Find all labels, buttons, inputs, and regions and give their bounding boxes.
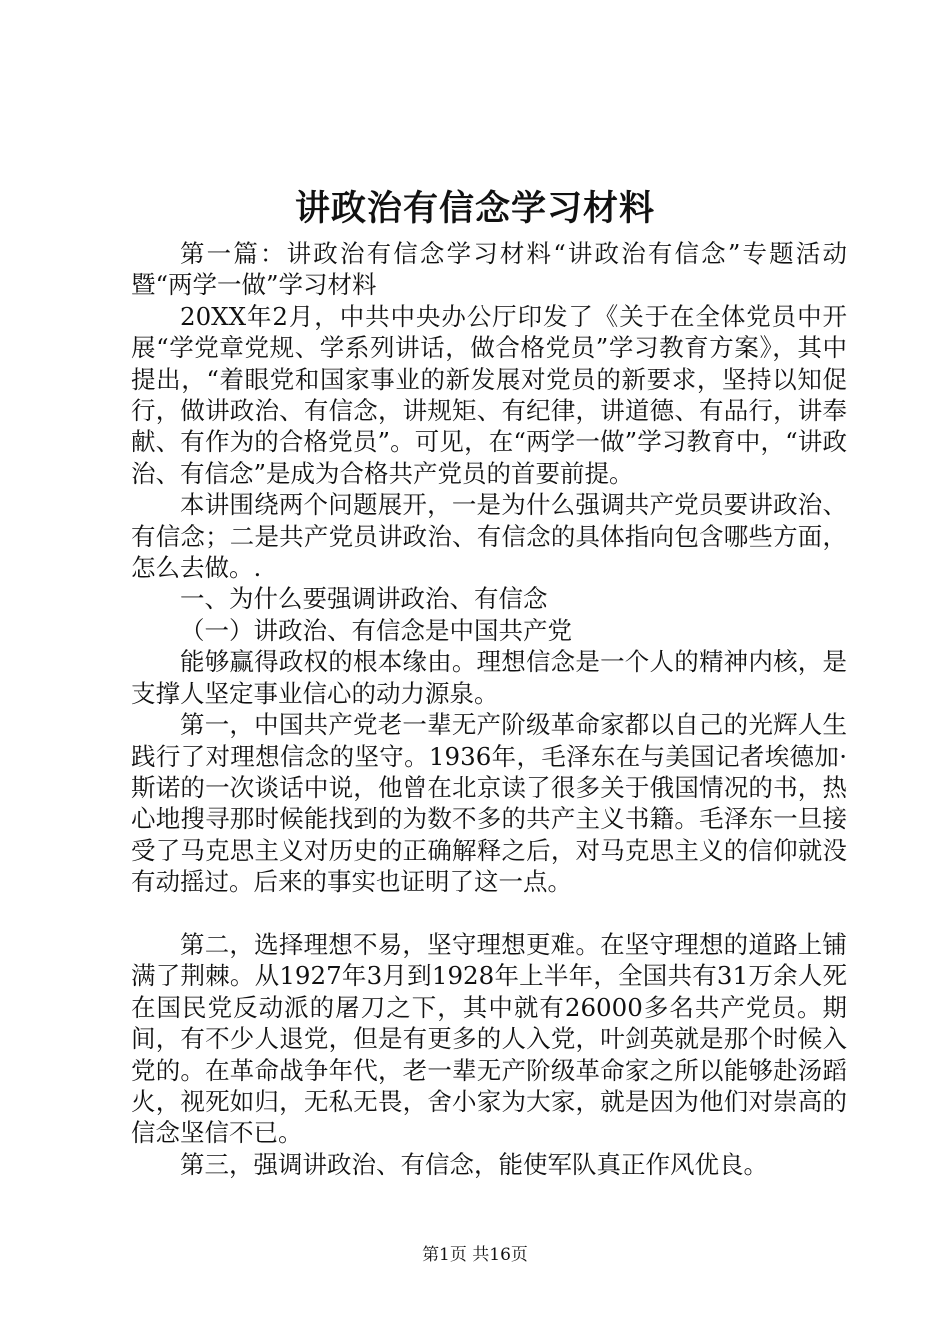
paragraph-first-point: 第一，中国共产党老一辈无产阶级革命家都以自己的光辉人生践行了对理想信念的坚守。1936年，毛泽东在与美国记者埃德加·斯诺的一次谈话中说，他曾在北京读了很多关于俄国情况的书，热心地搜寻那时候能找到的为数不多的共产主义书籍。毛泽东一旦接受了马克思主义对历史的正确解释之后，对马克思主义的信仰就没有动摇过。后来的事实也证明了这一点。 — [131, 710, 847, 897]
paragraph-third-point: 第三，强调讲政治、有信念，能使军队真正作风优良。 — [180, 1149, 768, 1179]
document-title: 讲政治有信念学习材料 — [294, 188, 655, 229]
page-number-footer: 第1页 共16页 — [422, 1245, 528, 1265]
paragraph-reason: 能够赢得政权的根本缘由。理想信念是一个人的精神内核，是支撑人坚定事业信心的动力源泉。 — [131, 647, 847, 708]
subsection-heading-1: （一）讲政治、有信念是中国共产党 — [180, 615, 572, 645]
document-body — [131, 238, 847, 1180]
paragraph-outline: 本讲围绕两个问题展开，一是为什么强调共产党员要讲政治、有信念；二是共产党员讲政治、有信念的具体指向包含哪些方面，怎么去做。. — [131, 490, 847, 583]
paragraph-intro: 20XX年2月，中共中央办公厅印发了《关于在全体党员中开展“学党章党规、学系列讲话，做合格党员”学习教育方案》，其中提出，“着眼党和国家事业的新发展对党员的新要求，坚持以知促行，做讲政治、有信念，讲规矩、有纪律，讲道德、有品行，讲奉献、有作为的合格党员”。可见，在“两学一做”学习教育中，“讲政治、有信念”是成为合格共产党员的首要前提。 — [131, 301, 847, 488]
section-heading-1: 一、为什么要强调讲政治、有信念 — [180, 584, 548, 614]
paragraph-heading-first-article: 第一篇：讲政治有信念学习材料“讲政治有信念”专题活动暨“两学一做”学习材料 — [131, 239, 847, 300]
paragraph-second-point: 第二，选择理想不易，坚守理想更难。在坚守理想的道路上铺满了荆棘。从1927年3月到1928年上半年，全国共有31万余人死在国民党反动派的屠刀之下，其中就有26000多名共产党员。期间，有不少人退党，但是有更多的人入党，叶剑英就是那个时候入党的。在革命战争年代，老一辈无产阶级革命家之所以能够赴汤蹈火，视死如归，无私无畏，舍小家为大家，就是因为他们对崇高的信念坚信不已。 — [131, 929, 847, 1148]
